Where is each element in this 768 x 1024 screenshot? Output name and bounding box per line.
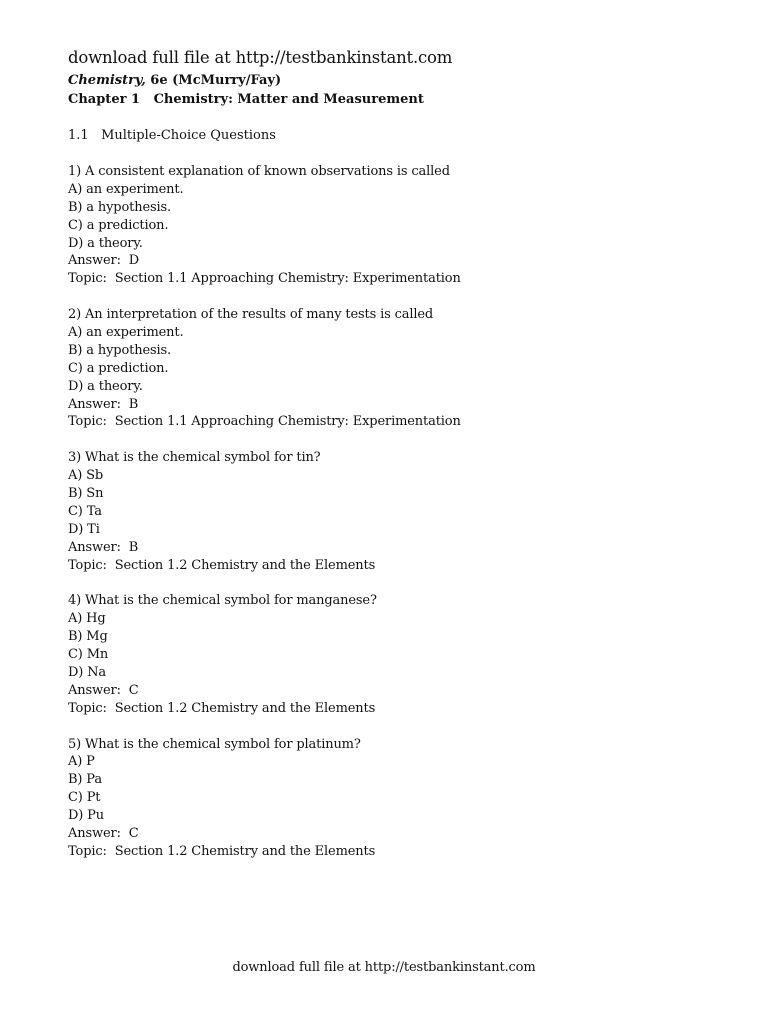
option-a: A) P (68, 754, 95, 770)
question-stem: 2) An interpretation of the results of many tests is called (68, 307, 434, 323)
option-d: D) Pu (68, 808, 104, 824)
option-a: A) Hg (68, 611, 106, 627)
section-heading: 1.1 Multiple-Choice Questions (68, 128, 276, 143)
question-1 (68, 163, 461, 288)
option-b: B) Mg (68, 629, 108, 645)
option-a: A) Sb (68, 468, 104, 484)
topic-line: Topic: Section 1.1 Approaching Chemistry: Experimentation (68, 271, 461, 287)
option-c: C) Mn (68, 647, 109, 663)
chapter-heading: Chapter 1 Chemistry: Matter and Measurement (68, 92, 424, 107)
option-d: D) Ti (68, 521, 100, 537)
option-b: B) a hypothesis. (68, 199, 172, 215)
question-stem: 3) What is the chemical symbol for tin? (68, 450, 321, 466)
option-a: A) an experiment. (68, 181, 184, 197)
option-c: C) a prediction. (68, 360, 169, 376)
topic-line: Topic: Section 1.2 Chemistry and the Elements (68, 843, 376, 859)
option-b: B) a hypothesis. (68, 342, 172, 358)
option-c: C) Pt (68, 790, 101, 806)
option-c: C) Ta (68, 503, 102, 519)
answer-line: Answer: B (68, 539, 139, 555)
download-link-footer[interactable]: download full file at http://testbankinstant.com (232, 960, 536, 975)
book-title-edition: 6e (McMurry/Fay) (145, 73, 282, 88)
answer-line: Answer: B (68, 396, 139, 412)
option-c: C) a prediction. (68, 217, 169, 233)
option-a: A) an experiment. (68, 325, 184, 341)
option-d: D) a theory. (68, 378, 143, 394)
topic-line: Topic: Section 1.2 Chemistry and the Elements (68, 700, 376, 716)
answer-line: Answer: D (68, 253, 140, 269)
question-5 (68, 736, 461, 861)
answer-line: Answer: C (68, 825, 139, 841)
download-link-header[interactable]: download full file at http://testbankinstant.com (68, 48, 453, 67)
book-title (68, 72, 281, 90)
question-4 (68, 592, 461, 717)
option-b: B) Sn (68, 486, 104, 502)
question-3 (68, 449, 461, 574)
question-stem: 1) A consistent explanation of known observations is called (68, 164, 450, 179)
question-stem: 4) What is the chemical symbol for manganese? (68, 593, 377, 609)
answer-line: Answer: C (68, 682, 139, 698)
book-title-name: Chemistry, (68, 73, 146, 88)
question-2 (68, 306, 461, 431)
topic-line: Topic: Section 1.2 Chemistry and the Elements (68, 557, 376, 573)
option-d: D) a theory. (68, 235, 143, 251)
question-list (68, 163, 461, 879)
option-d: D) Na (68, 664, 107, 680)
topic-line: Topic: Section 1.1 Approaching Chemistry: Experimentation (68, 414, 461, 430)
question-stem: 5) What is the chemical symbol for platinum? (68, 736, 361, 752)
option-b: B) Pa (68, 772, 102, 788)
